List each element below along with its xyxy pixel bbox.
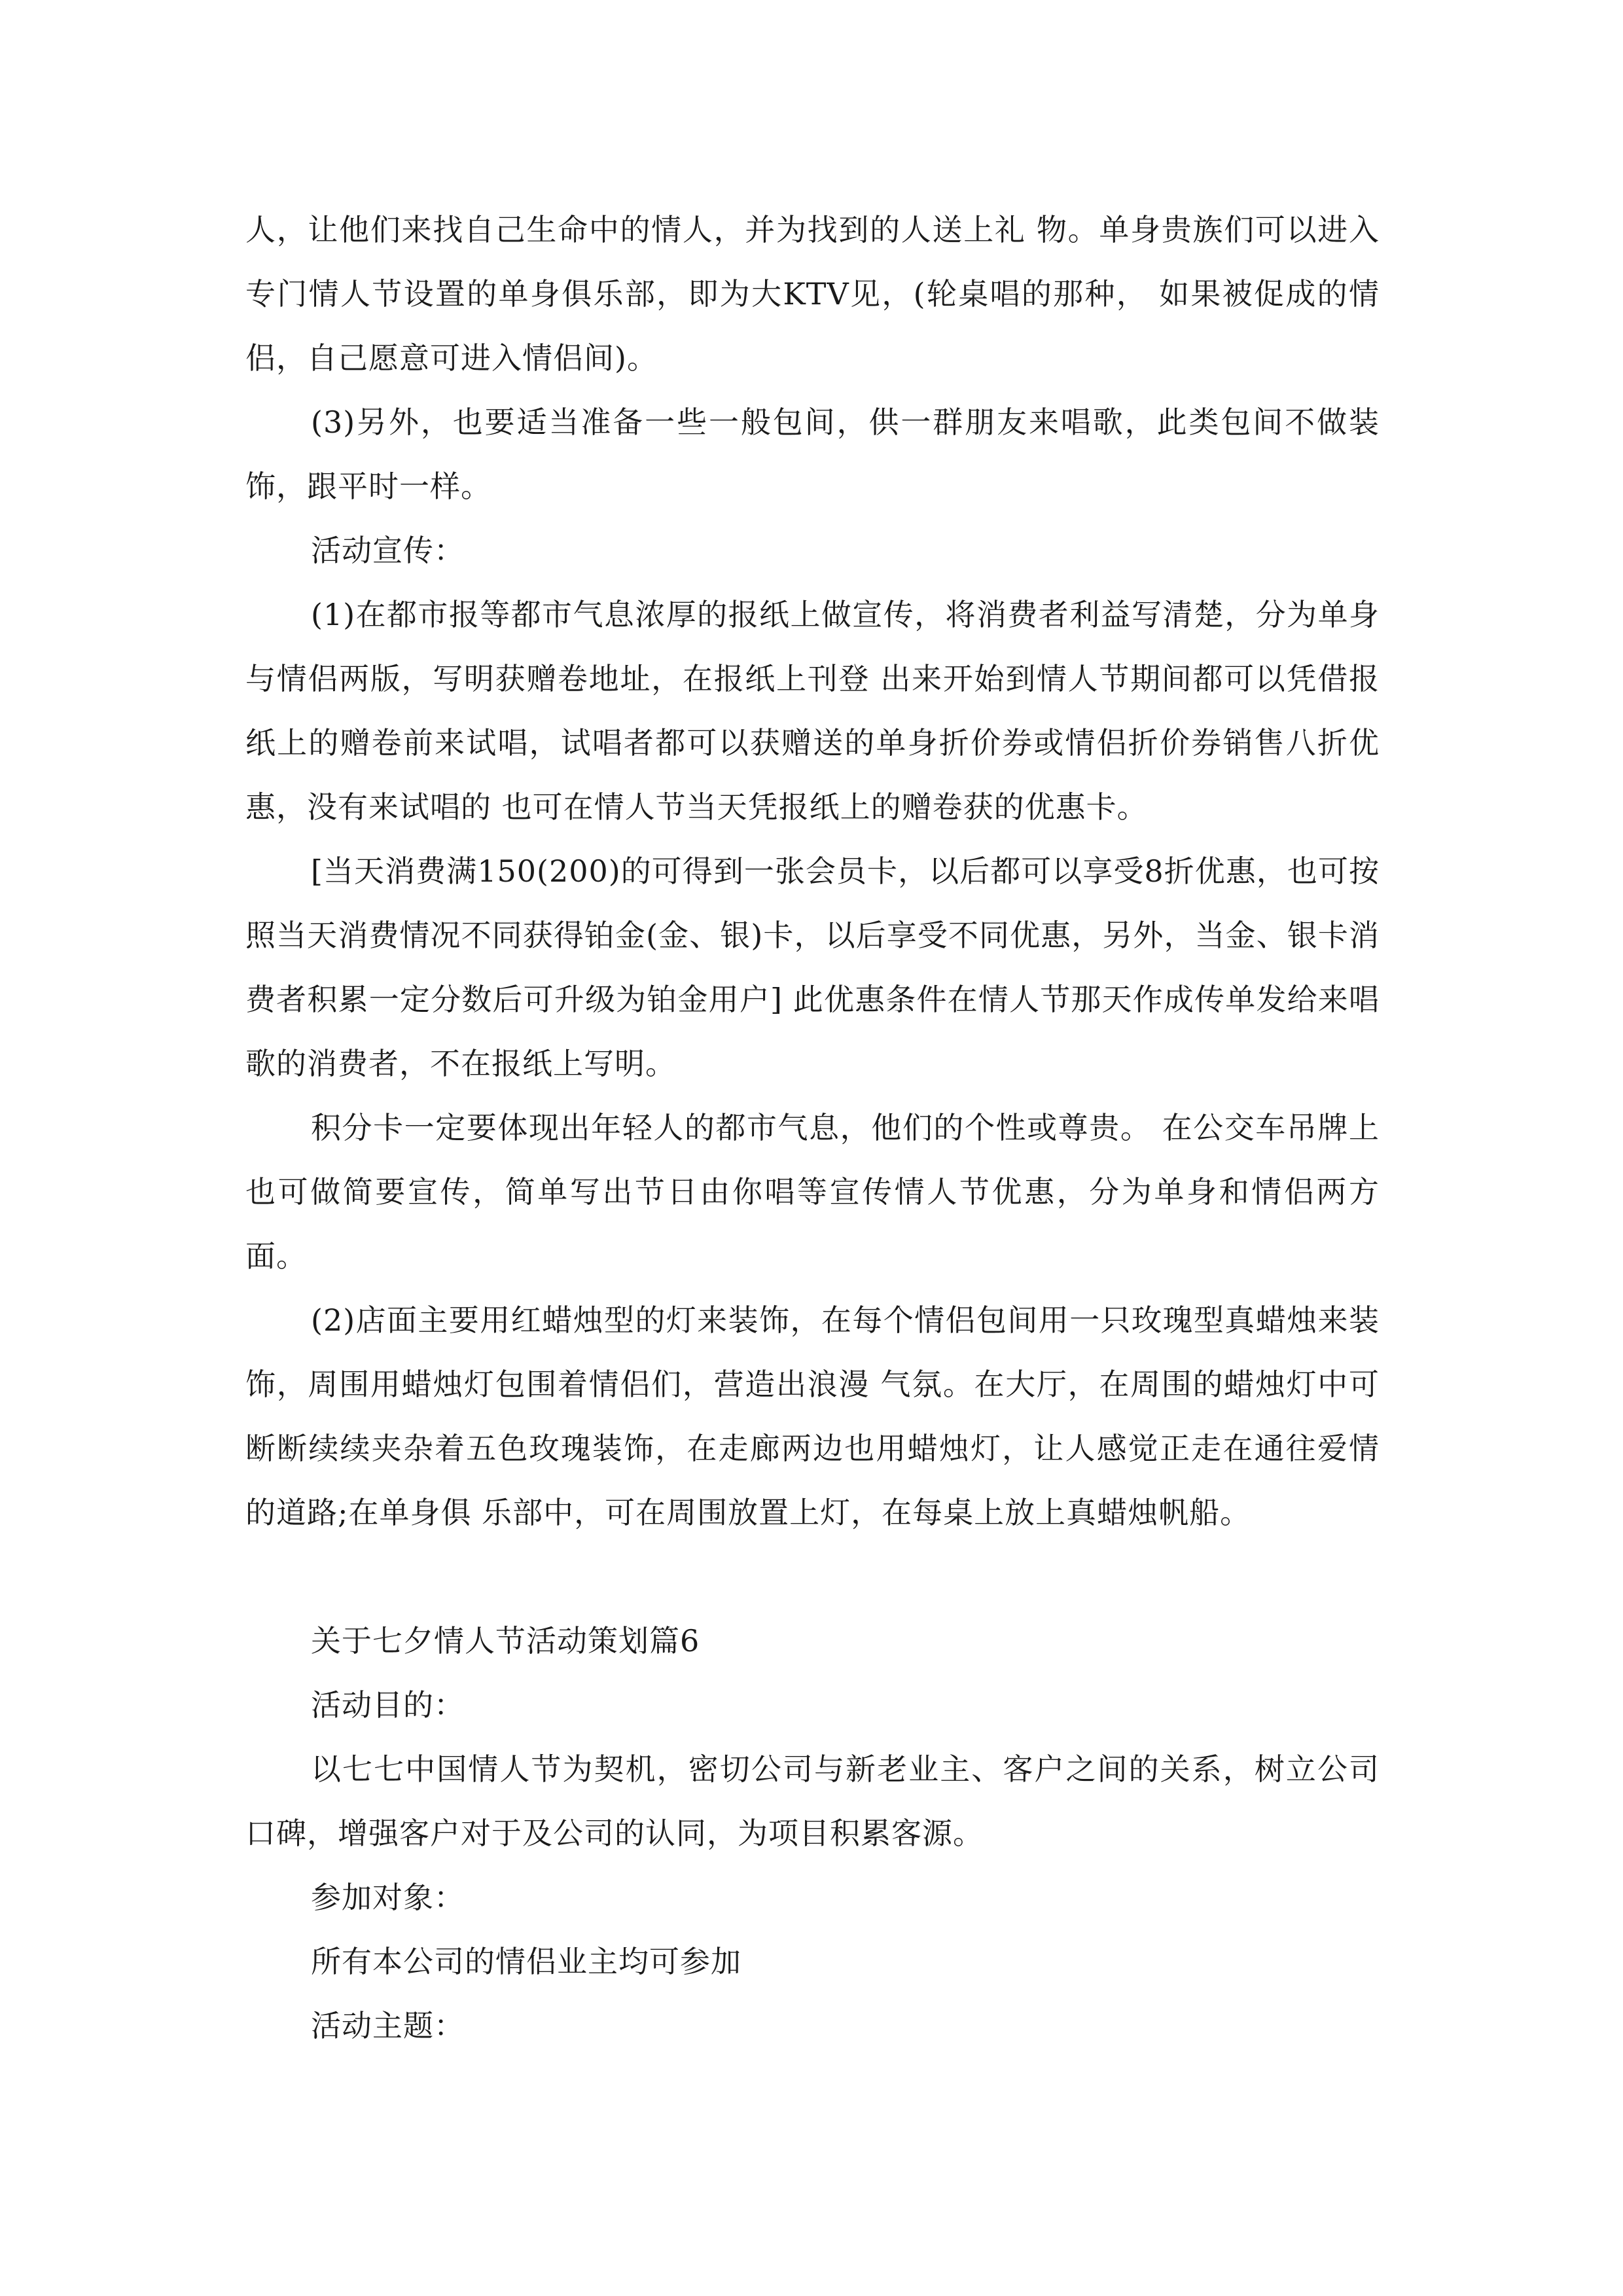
paragraph-purpose: 以七七中国情人节为契机，密切公司与新老业主、客户之间的关系，树立公司口碑，增强客户对于及公司的认同，为项目积累客源。 — [245, 1751, 1380, 1851]
heading-theme: 活动主题： — [311, 2008, 465, 2043]
paragraph-points-card: 积分卡一定要体现出年轻人的都市气息，他们的个性或尊贵。 在公交车吊牌上也可做简要宣传，简单写出节日由你唱等宣传情人节优惠，分为单身和情侣两方面。 — [245, 1110, 1380, 1274]
heading-participants: 参加对象： — [311, 1880, 465, 1915]
heading-purpose: 活动目的： — [311, 1687, 465, 1723]
paragraph-newspaper-ads: (1)在都市报等都市气息浓厚的报纸上做宣传，将消费者利益写清楚，分为单身与情侣两版，写明获赠卷地址，在报纸上刊登 出来开始到情人节期间都可以凭借报纸上的赠卷前来试唱，试唱者都可以获赠送的单身折价券或情侣折价券销售八折优惠，没有来试唱的 也可在情人节当天凭报纸上的赠卷获的优惠卡。 — [245, 597, 1380, 825]
heading-promotion: 活动宣传： — [311, 533, 465, 568]
paragraph-participants: 所有本公司的情侣业主均可参加 — [311, 1944, 741, 1979]
paragraph-store-decoration: (2)店面主要用红蜡烛型的灯来装饰，在每个情侣包间用一只玫瑰型真蜡烛来装饰，周围用蜡烛灯包围着情侣们，营造出浪漫 气氛。在大厅，在周围的蜡烛灯中可断断续续夹杂着五色玫瑰装饰，在走廊两边也用蜡烛灯，让人感觉正走在通往爱情的道路;在单身俱 乐部中，可在周围放置上灯，在每桌上放上真蜡烛帆船。 — [245, 1302, 1380, 1530]
paragraph-membership-card: [当天消费满150(200)的可得到一张会员卡，以后都可以享受8折优惠，也可按照当天消费情况不同获得铂金(金、银)卡，以后享受不同优惠，另外，当金、银卡消费者积累一定分数后可升级为铂金用户] 此优惠条件在情人节那天作成传单发给来唱歌的消费者，不在报纸上写明。 — [245, 853, 1380, 1081]
section-title-plan-6: 关于七夕情人节活动策划篇6 — [311, 1623, 700, 1659]
paragraph-general-rooms: (3)另外，也要适当准备一些一般包间，供一群朋友来唱歌，此类包间不做装饰，跟平时一样。 — [245, 404, 1380, 504]
paragraph-intro-continued: 人，让他们来找自己生命中的情人，并为找到的人送上礼 物。单身贵族们可以进入专门情人节设置的单身俱乐部，即为大KTV见，(轮桌唱的那种， 如果被促成的情侣，自己愿意可进入情侣间)。 — [245, 212, 1380, 376]
